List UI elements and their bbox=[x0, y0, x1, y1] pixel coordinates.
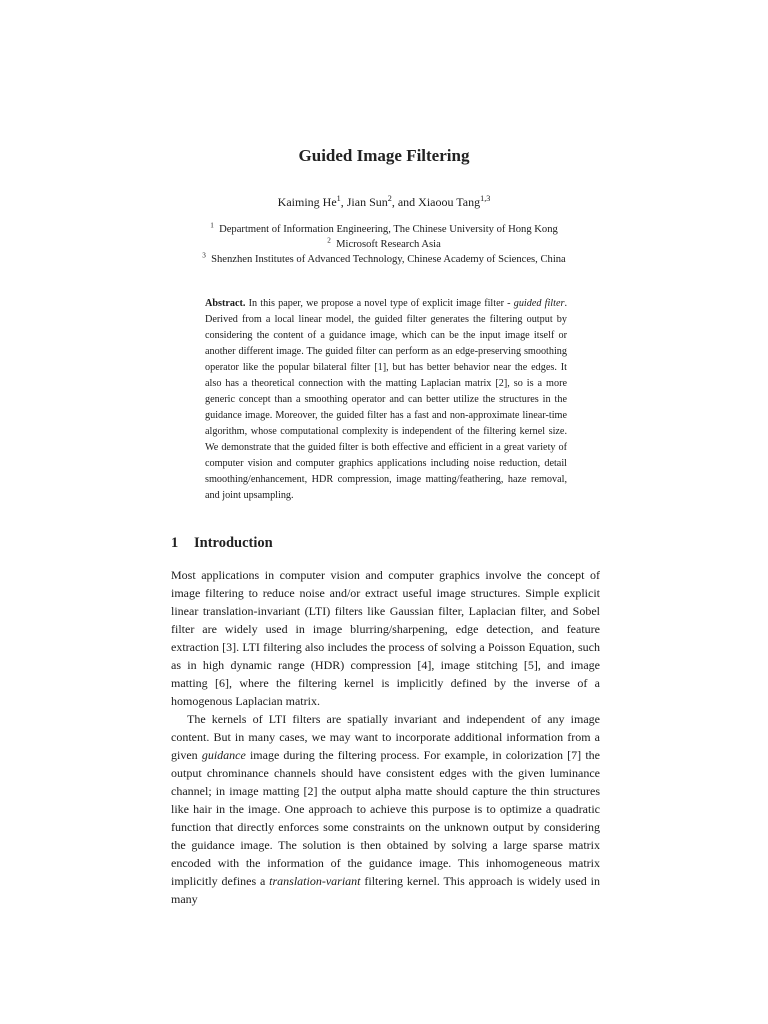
paragraph-emphasis: guidance bbox=[201, 748, 246, 762]
abstract-label: Abstract. bbox=[205, 298, 246, 309]
affiliation-list bbox=[0, 222, 768, 267]
affiliation-text: Shenzhen Institutes of Advanced Technology, Chinese Academy of Sciences, China bbox=[211, 254, 566, 265]
affiliation-line bbox=[0, 252, 768, 267]
paragraph-text: The kernels of LTI filters are spatially invariant and independent of any image content. But in many cases, we may want to incorporate additional information from a given bbox=[171, 712, 600, 762]
paragraph-text: image during the filtering process. For example, in colorization [7] the output chrominance channels should have consistent edges with the given luminance channel; in image matting [2] the output alpha matte should capture the thin structures like hair in the image. One approach to achieve this purpose is to optimize a quadratic function that directly enforces some constraints on the unknown output by considering the guidance image. The solution is then obtained by solving a large sparse matrix encoded with the information of the guidance image. This inhomogeneous matrix implicitly defines a bbox=[171, 748, 600, 888]
abstract-text: . Derived from a local linear model, the guided filter generates the filtering output by considering the content of a guidance image, which can be the input image itself or another different image. The guided filter can perform as an edge-preserving smoothing operator like the popular bilateral filter [1], but has better behavior near the edges. It also has a theoretical connection with the matting Laplacian matrix [2], so is a more generic concept than a smoothing operator and can better utilize the structures in the guidance image. Moreover, the guided filter has a fast and non-approximate linear-time algorithm, whose computational complexity is independent of the filtering kernel size. We demonstrate that the guided filter is both effective and efficient in a great variety of computer vision and computer graphics applications including noise reduction, detail smoothing/enhancement, HDR compression, image matting/feathering, haze removal, and joint upsampling. bbox=[205, 298, 567, 501]
affiliation-line bbox=[0, 222, 768, 237]
abstract-emphasis: guided filter bbox=[513, 298, 565, 309]
author-affiliation-mark: 1,3 bbox=[480, 194, 491, 203]
abstract bbox=[205, 296, 567, 504]
section-title: Introduction bbox=[194, 535, 273, 551]
author-name: Jian Sun bbox=[346, 195, 388, 209]
author-separator: , bbox=[340, 195, 347, 209]
author-name: Kaiming He bbox=[277, 195, 337, 209]
paragraph-text: filtering kernel. This approach is widely used in many bbox=[171, 874, 600, 906]
author-separator: , and bbox=[391, 195, 419, 209]
author-list bbox=[0, 195, 768, 210]
paragraph: Most applications in computer vision and computer graphics involve the concept of image filtering to reduce noise and/or extract useful image structures. Simple explicit linear translation-invariant (LTI) filters like Gaussian filter, Laplacian filter, and Sobel filter are widely used in image blurring/sharpening, edge detection, and feature extraction [3]. LTI filtering also includes the process of solving a Poisson Equation, such as in high dynamic range (HDR) compression [4], image stitching [5], and image matting [6], where the filtering kernel is implicitly defined by the inverse of a homogenous Laplacian matrix. bbox=[171, 568, 600, 708]
paragraph-emphasis: translation-variant bbox=[269, 874, 361, 888]
paper-title: Guided Image Filtering bbox=[298, 146, 470, 165]
author-affiliation-mark: 2 bbox=[387, 194, 392, 203]
author-name: Xiaoou Tang bbox=[418, 195, 481, 209]
affiliation-text: Department of Information Engineering, The Chinese University of Hong Kong bbox=[219, 224, 558, 235]
section-heading bbox=[171, 535, 273, 552]
abstract-text: In this paper, we propose a novel type of explicit image filter - bbox=[245, 298, 514, 309]
affiliation-text: Microsoft Research Asia bbox=[336, 239, 441, 250]
affiliation-mark: 2 bbox=[327, 236, 331, 245]
paragraph bbox=[171, 710, 600, 908]
body-text bbox=[171, 566, 600, 908]
affiliation-mark: 3 bbox=[202, 251, 206, 260]
author-affiliation-mark: 1 bbox=[336, 194, 341, 203]
section-number: 1 bbox=[171, 535, 179, 551]
affiliation-mark: 1 bbox=[210, 221, 214, 230]
affiliation-line bbox=[0, 237, 768, 252]
